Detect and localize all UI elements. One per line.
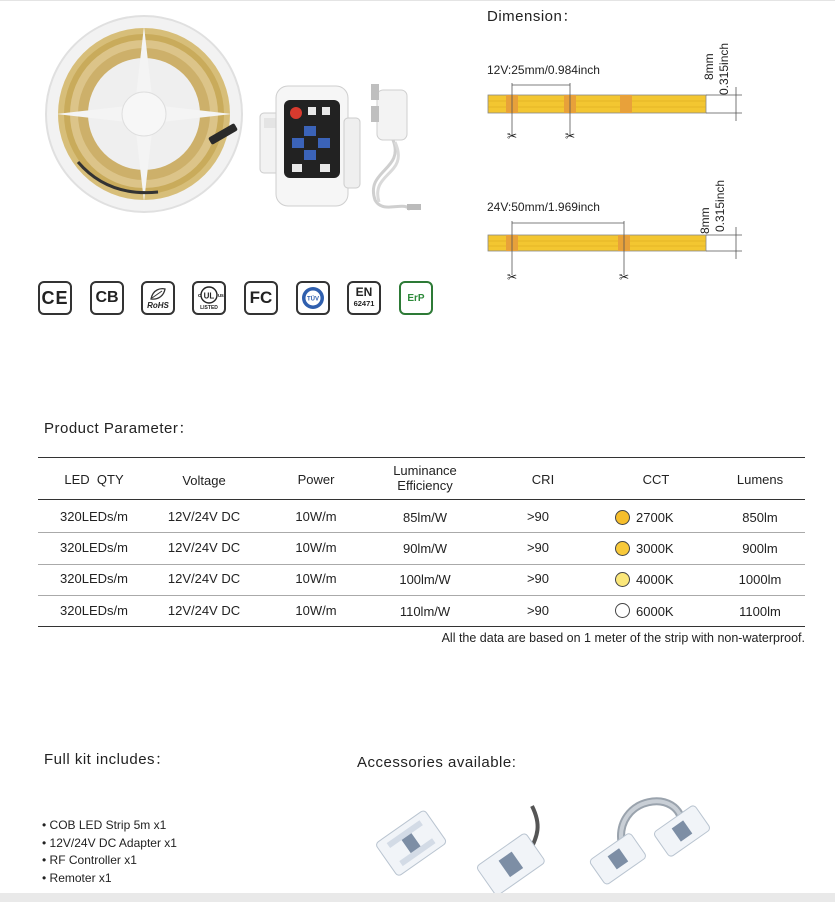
- table-row-rule: [38, 532, 805, 533]
- list-item: • 12V/24V DC Adapter x1: [42, 835, 177, 853]
- dc-adapter-image: [355, 80, 425, 220]
- height-inch-12v-label: 0.315inch: [717, 42, 731, 95]
- cell-efficiency: 90lm/W: [402, 541, 448, 556]
- svg-text:TÜV: TÜV: [307, 296, 319, 303]
- cell-voltage: 12V/24V DC: [167, 603, 241, 618]
- kit-title: Full kit includes：: [44, 751, 171, 768]
- svg-text:✂: ✂: [506, 129, 518, 143]
- cell-led-qty: 320LEDs/m: [60, 603, 128, 618]
- cell-power: 10W/m: [295, 603, 337, 618]
- cell-led-qty: 320LEDs/m: [60, 540, 128, 555]
- parameter-title: Product Parameter：: [44, 420, 194, 437]
- accessories-image: [352, 786, 732, 896]
- tuv-icon: [296, 281, 330, 315]
- accessories-title: Accessories available:: [357, 754, 517, 771]
- header-efficiency: Efficiency: [397, 478, 453, 493]
- table-top-rule: [38, 457, 805, 458]
- cct-swatch-2700k: [615, 510, 630, 525]
- table-footnote: All the data are based on 1 meter of the strip with non-waterproof.: [441, 631, 805, 645]
- bottom-bar: [0, 893, 835, 902]
- cell-cri: >90: [526, 571, 550, 586]
- cell-voltage: 12V/24V DC: [167, 540, 241, 555]
- svg-text:UL: UL: [203, 291, 215, 301]
- cell-lumens: 850lm: [742, 510, 778, 525]
- svg-text:LISTED: LISTED: [200, 305, 218, 311]
- header-power: Power: [297, 472, 335, 487]
- table-header-rule: [38, 499, 805, 500]
- cell-power: 10W/m: [295, 509, 337, 524]
- svg-text:✂: ✂: [618, 270, 630, 284]
- svg-text:✂: ✂: [506, 270, 518, 284]
- cct-swatch-4000k: [615, 572, 630, 587]
- svg-text:c: c: [198, 293, 201, 299]
- cell-lumens: 900lm: [742, 541, 778, 556]
- header-cct: CCT: [642, 472, 670, 487]
- header-lumens: Lumens: [736, 472, 784, 487]
- header-voltage: Voltage: [182, 473, 226, 488]
- cell-cri: >90: [526, 603, 550, 618]
- cut-length-12v-label: 12V:25mm/0.984inch: [487, 63, 600, 77]
- cell-lumens: 1100lm: [739, 604, 781, 619]
- svg-text:✂: ✂: [564, 129, 576, 143]
- cell-efficiency: 110lm/W: [399, 604, 451, 619]
- top-divider: [0, 0, 835, 1]
- cell-power: 10W/m: [295, 540, 337, 555]
- rf-controller-remote-image: [258, 78, 368, 213]
- list-item: • Remoter x1: [42, 870, 177, 888]
- cell-efficiency: 85lm/W: [402, 510, 448, 525]
- erp-icon: ErP: [399, 281, 433, 315]
- table-bottom-rule: [38, 626, 805, 627]
- ce-icon: CE: [38, 281, 72, 315]
- table-row-rule: [38, 595, 805, 596]
- cell-lumens: 1000lm: [738, 572, 782, 587]
- list-item: • COB LED Strip 5m x1: [42, 817, 177, 835]
- cb-icon: CB: [90, 281, 124, 315]
- en62471-icon: EN 62471: [347, 281, 381, 315]
- cell-cct: 4000K: [636, 572, 674, 587]
- height-inch-24v-label: 0.315inch: [713, 179, 727, 232]
- cell-cct: 6000K: [636, 604, 674, 619]
- header-led-qty: LED QTY: [64, 472, 124, 487]
- cell-efficiency: 100lm/W: [399, 572, 451, 587]
- cell-voltage: 12V/24V DC: [167, 509, 241, 524]
- cell-cri: >90: [526, 540, 550, 555]
- cut-length-24v-label: 24V:50mm/1.969inch: [487, 200, 600, 214]
- header-luminance: Luminance: [393, 463, 457, 478]
- cell-cct: 2700K: [636, 510, 674, 525]
- parameter-table: [38, 457, 805, 632]
- list-item: • RF Controller x1: [42, 852, 177, 870]
- cell-power: 10W/m: [295, 571, 337, 586]
- rohs-icon: RoHS: [141, 281, 175, 315]
- table-row-rule: [38, 564, 805, 565]
- height-mm-12v-label: 8mm: [702, 53, 716, 80]
- kit-list: [42, 817, 177, 887]
- fc-icon: FC: [244, 281, 278, 315]
- cell-voltage: 12V/24V DC: [167, 571, 241, 586]
- ul-listed-icon: [192, 281, 226, 315]
- cell-led-qty: 320LEDs/m: [60, 571, 128, 586]
- cct-swatch-3000k: [615, 541, 630, 556]
- header-cri: CRI: [531, 472, 555, 487]
- dimension-title: Dimension：: [487, 8, 578, 25]
- svg-text:us: us: [218, 293, 224, 299]
- height-mm-24v-label: 8mm: [698, 207, 712, 234]
- led-strip-reel-image: [38, 12, 250, 217]
- cell-led-qty: 320LEDs/m: [60, 509, 128, 524]
- cell-cct: 3000K: [636, 541, 674, 556]
- cell-cri: >90: [526, 509, 550, 524]
- cct-swatch-6000k: [615, 603, 630, 618]
